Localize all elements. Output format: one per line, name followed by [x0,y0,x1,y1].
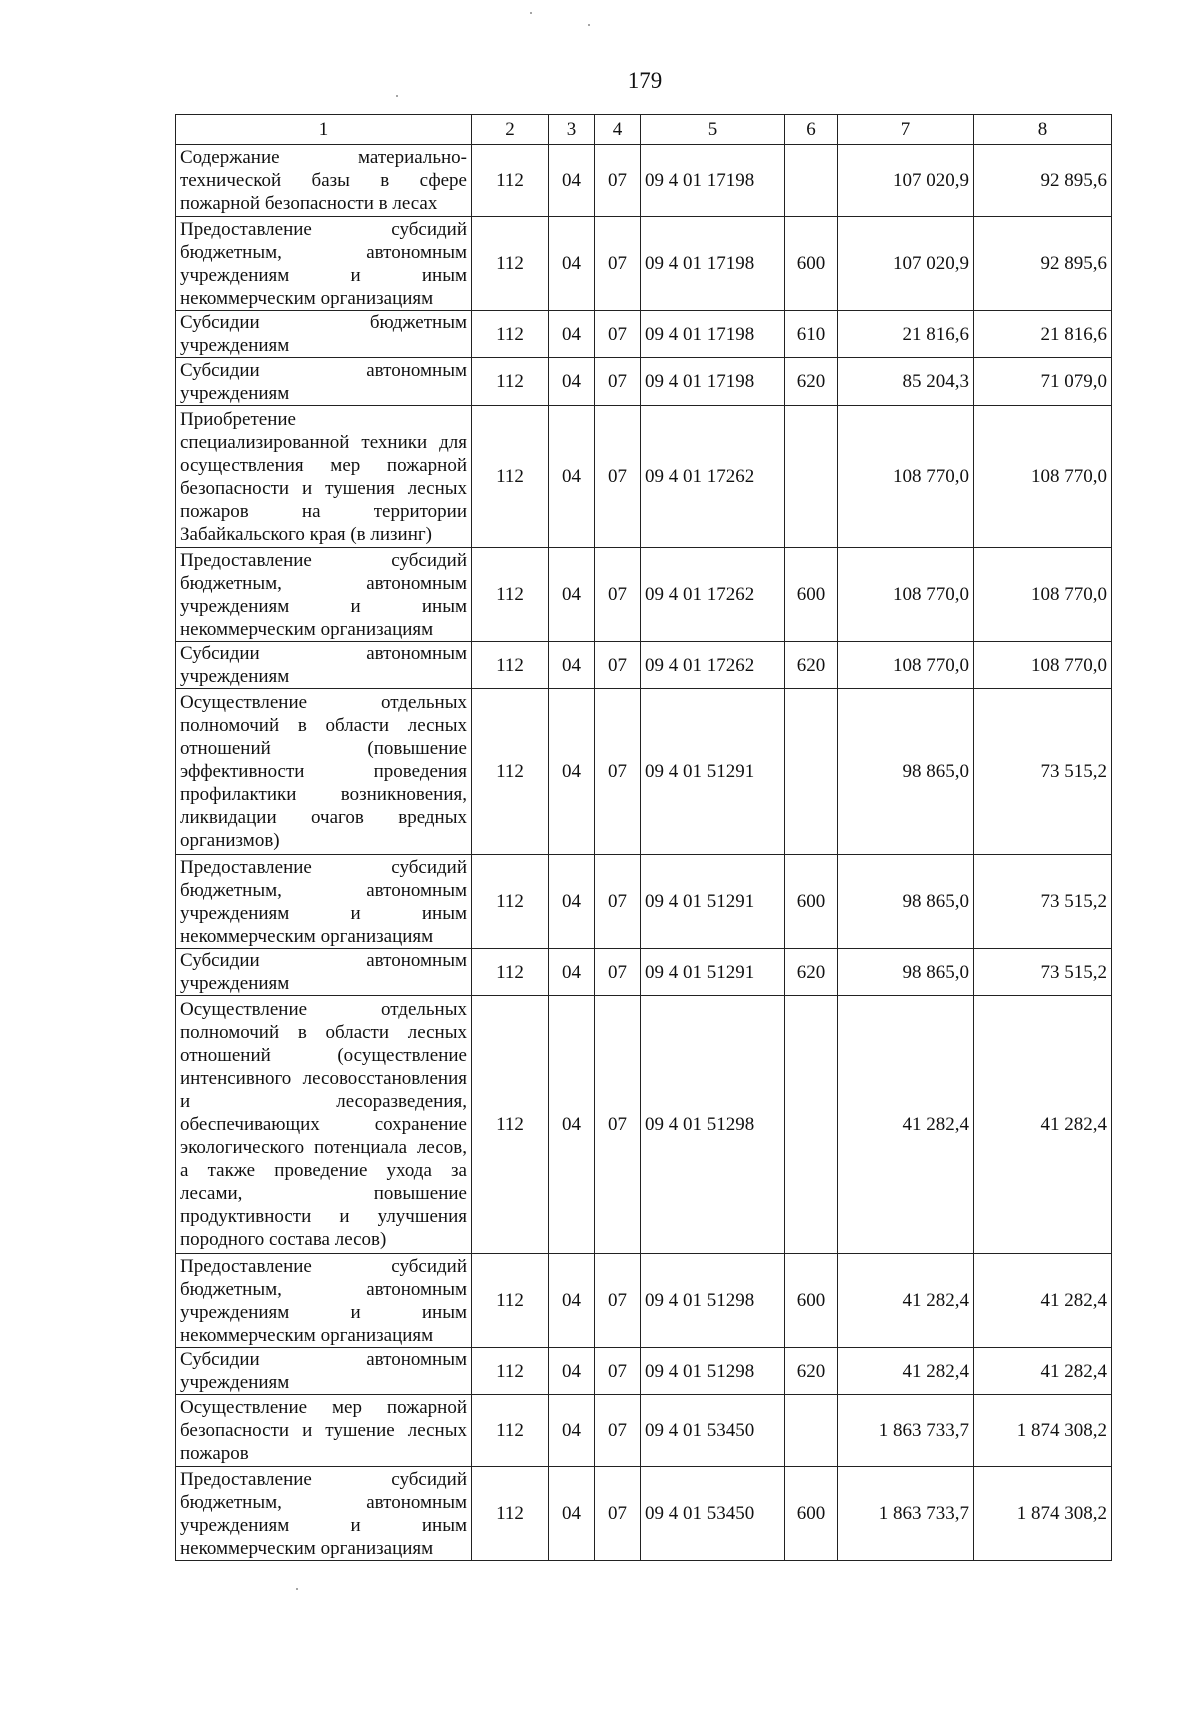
target-article-code: 09 4 01 17262 [641,642,785,689]
section-code: 04 [549,1348,595,1395]
item-name: Предоставление субсидий бюджетным, автономным учреждениям и иным некоммерческим организациям [176,217,472,311]
expense-type-code: 600 [785,548,838,642]
target-article-code: 09 4 01 51298 [641,996,785,1254]
target-article-code: 09 4 01 17198 [641,358,785,406]
scan-speck [588,24,590,26]
item-name: Предоставление субсидий бюджетным, автономным учреждениям и иным некоммерческим организациям [176,548,472,642]
table-row [176,406,1112,548]
ministry-code: 112 [472,1395,549,1467]
table-row [176,855,1112,949]
section-code: 04 [549,548,595,642]
section-code: 04 [549,689,595,855]
item-name: Осуществление отдельных полномочий в области лесных отношений (повышение эффективности проведения профилактики возникновения, ликвидации очагов вредных организмов) [176,689,472,855]
ministry-code: 112 [472,1254,549,1348]
item-name: Предоставление субсидий бюджетным, автономным учреждениям и иным некоммерческим организациям [176,855,472,949]
ministry-code: 112 [472,855,549,949]
table-row [176,311,1112,358]
amount-col-7: 41 282,4 [838,996,974,1254]
scan-speck [296,1588,298,1590]
item-name: Субсидии автономным учреждениям [176,949,472,996]
item-name: Субсидии автономным учреждениям [176,358,472,406]
target-article-code: 09 4 01 53450 [641,1395,785,1467]
expense-type-code [785,996,838,1254]
section-code: 04 [549,642,595,689]
target-article-code: 09 4 01 53450 [641,1467,785,1561]
table-row [176,145,1112,217]
expense-type-code: 600 [785,855,838,949]
subsection-code: 07 [595,1254,641,1348]
expense-type-code: 600 [785,1467,838,1561]
amount-col-7: 1 863 733,7 [838,1395,974,1467]
scan-speck [530,12,532,14]
subsection-code: 07 [595,642,641,689]
amount-col-8: 41 282,4 [974,996,1112,1254]
page-number: 179 [627,68,663,93]
expense-type-code: 600 [785,1254,838,1348]
subsection-code: 07 [595,855,641,949]
table-row [176,689,1112,855]
subsection-code: 07 [595,1395,641,1467]
expense-type-code: 600 [785,217,838,311]
subsection-code: 07 [595,358,641,406]
section-code: 04 [549,1467,595,1561]
target-article-code: 09 4 01 51291 [641,949,785,996]
target-article-code: 09 4 01 17262 [641,548,785,642]
section-code: 04 [549,406,595,548]
expense-type-code [785,689,838,855]
column-header: 1 [176,115,472,145]
amount-col-7: 21 816,6 [838,311,974,358]
item-name: Осуществление отдельных полномочий в области лесных отношений (осуществление интенсивного лесовосстановления и лесоразведения, обеспечивающих сохранение экологического потенциала лесов, а также проведение ухода за лесами, повышение продуктивности и улучшения породного состава лесов) [176,996,472,1254]
amount-col-8: 108 770,0 [974,642,1112,689]
subsection-code: 07 [595,217,641,311]
ministry-code: 112 [472,949,549,996]
ministry-code: 112 [472,145,549,217]
section-code: 04 [549,217,595,311]
table-row [176,358,1112,406]
subsection-code: 07 [595,1467,641,1561]
item-name: Субсидии бюджетным учреждениям [176,311,472,358]
target-article-code: 09 4 01 17198 [641,311,785,358]
table-row [176,1395,1112,1467]
target-article-code: 09 4 01 51298 [641,1348,785,1395]
subsection-code: 07 [595,406,641,548]
ministry-code: 112 [472,217,549,311]
item-name: Содержание материально-технической базы в сфере пожарной безопасности в лесах [176,145,472,217]
target-article-code: 09 4 01 51291 [641,689,785,855]
target-article-code: 09 4 01 17198 [641,217,785,311]
amount-col-8: 73 515,2 [974,689,1112,855]
table-row [176,1467,1112,1561]
amount-col-8: 92 895,6 [974,217,1112,311]
ministry-code: 112 [472,548,549,642]
column-header: 7 [838,115,974,145]
column-header: 6 [785,115,838,145]
amount-col-8: 41 282,4 [974,1348,1112,1395]
subsection-code: 07 [595,1348,641,1395]
item-name: Предоставление субсидий бюджетным, автономным учреждениям и иным некоммерческим организациям [176,1254,472,1348]
expense-type-code: 620 [785,358,838,406]
column-header: 3 [549,115,595,145]
amount-col-8: 1 874 308,2 [974,1395,1112,1467]
amount-col-8: 73 515,2 [974,855,1112,949]
amount-col-7: 98 865,0 [838,949,974,996]
table-row [176,548,1112,642]
column-header: 4 [595,115,641,145]
amount-col-8: 73 515,2 [974,949,1112,996]
expense-type-code [785,1395,838,1467]
item-name: Осуществление мер пожарной безопасности и тушение лесных пожаров [176,1395,472,1467]
section-code: 04 [549,949,595,996]
section-code: 04 [549,1395,595,1467]
amount-col-7: 98 865,0 [838,689,974,855]
section-code: 04 [549,311,595,358]
amount-col-7: 41 282,4 [838,1254,974,1348]
ministry-code: 112 [472,689,549,855]
item-name: Предоставление субсидий бюджетным, автономным учреждениям и иным некоммерческим организациям [176,1467,472,1561]
ministry-code: 112 [472,358,549,406]
table-body [176,145,1112,1561]
subsection-code: 07 [595,996,641,1254]
table-row [176,1254,1112,1348]
amount-col-7: 108 770,0 [838,406,974,548]
column-header: 8 [974,115,1112,145]
target-article-code: 09 4 01 17262 [641,406,785,548]
amount-col-7: 1 863 733,7 [838,1467,974,1561]
expense-type-code [785,406,838,548]
expense-type-code [785,145,838,217]
table-row [176,642,1112,689]
subsection-code: 07 [595,548,641,642]
amount-col-7: 98 865,0 [838,855,974,949]
amount-col-8: 1 874 308,2 [974,1467,1112,1561]
subsection-code: 07 [595,311,641,358]
ministry-code: 112 [472,642,549,689]
header-row [176,115,1112,145]
table-row [176,1348,1112,1395]
section-code: 04 [549,358,595,406]
target-article-code: 09 4 01 17198 [641,145,785,217]
amount-col-7: 107 020,9 [838,145,974,217]
subsection-code: 07 [595,689,641,855]
amount-col-7: 41 282,4 [838,1348,974,1395]
column-header: 5 [641,115,785,145]
table-row [176,996,1112,1254]
subsection-code: 07 [595,949,641,996]
table-row [176,217,1112,311]
section-code: 04 [549,996,595,1254]
ministry-code: 112 [472,1467,549,1561]
expense-type-code: 620 [785,949,838,996]
amount-col-8: 108 770,0 [974,406,1112,548]
target-article-code: 09 4 01 51298 [641,1254,785,1348]
expense-type-code: 610 [785,311,838,358]
section-code: 04 [549,145,595,217]
item-name: Субсидии автономным учреждениям [176,642,472,689]
item-name: Приобретение специализированной техники для осуществления мер пожарной безопасности и тушения лесных пожаров на территории Забайкальского края (в лизинг) [176,406,472,548]
ministry-code: 112 [472,311,549,358]
column-header: 2 [472,115,549,145]
budget-table [175,114,1112,1561]
amount-col-8: 21 816,6 [974,311,1112,358]
amount-col-7: 85 204,3 [838,358,974,406]
section-code: 04 [549,855,595,949]
amount-col-8: 92 895,6 [974,145,1112,217]
ministry-code: 112 [472,996,549,1254]
amount-col-7: 108 770,0 [838,548,974,642]
expense-type-code: 620 [785,642,838,689]
amount-col-8: 41 282,4 [974,1254,1112,1348]
amount-col-7: 108 770,0 [838,642,974,689]
scan-speck [396,95,398,97]
ministry-code: 112 [472,406,549,548]
subsection-code: 07 [595,145,641,217]
amount-col-8: 71 079,0 [974,358,1112,406]
expense-type-code: 620 [785,1348,838,1395]
target-article-code: 09 4 01 51291 [641,855,785,949]
ministry-code: 112 [472,1348,549,1395]
section-code: 04 [549,1254,595,1348]
table-row [176,949,1112,996]
amount-col-8: 108 770,0 [974,548,1112,642]
item-name: Субсидии автономным учреждениям [176,1348,472,1395]
amount-col-7: 107 020,9 [838,217,974,311]
